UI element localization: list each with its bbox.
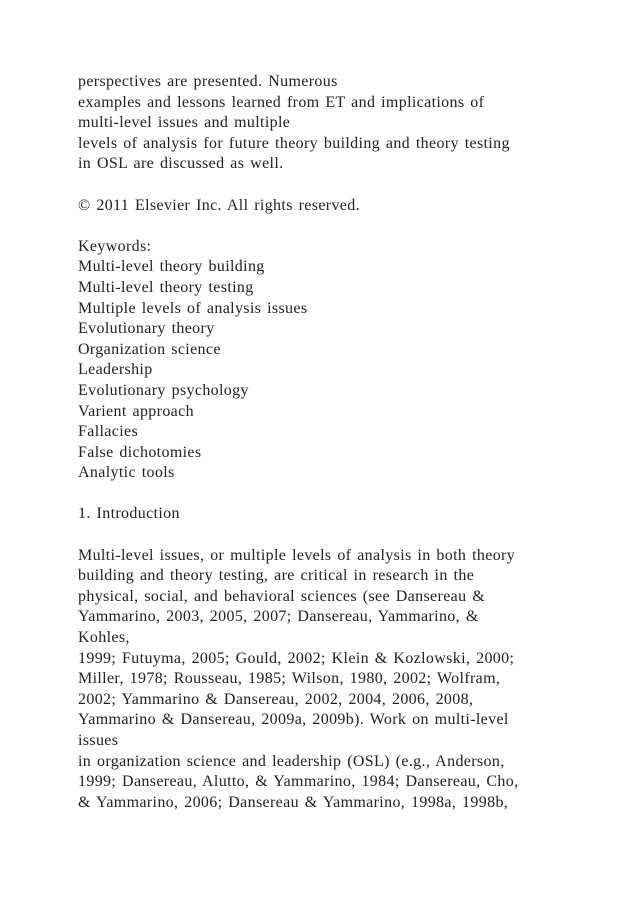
text-line: Kohles, bbox=[78, 629, 130, 647]
text-line: Miller, 1978; Rousseau, 1985; Wilson, 1980, 2002; Wolfram, bbox=[78, 670, 501, 688]
text-line: multi-level issues and multiple bbox=[78, 114, 291, 132]
keyword-item: Analytic tools bbox=[78, 464, 175, 482]
text-line: 1999; Futuyma, 2005; Gould, 2002; Klein & Kozlowski, 2000; bbox=[78, 649, 515, 667]
text-line: in organization science and leadership (OSL) (e.g., Anderson, bbox=[78, 752, 505, 770]
text-line: Multi-level issues, or multiple levels of analysis in both theory bbox=[78, 546, 516, 564]
keywords-heading: Keywords: bbox=[78, 237, 152, 255]
spacer bbox=[78, 216, 623, 237]
text-line: 1999; Dansereau, Alutto, & Yammarino, 1984; Dansereau, Cho, bbox=[78, 773, 519, 791]
text-line: & Yammarino, 2006; Dansereau & Yammarino, 1998a, 1998b, bbox=[78, 793, 509, 811]
keyword-item: False dichotomies bbox=[78, 443, 202, 461]
keywords-list bbox=[78, 257, 623, 484]
keyword-item: Fallacies bbox=[78, 423, 139, 441]
document-page bbox=[78, 72, 623, 813]
keyword-item: Organization science bbox=[78, 340, 221, 358]
text-line: examples and lessons learned from ET and implications of bbox=[78, 93, 485, 111]
text-line: perspectives are presented. Numerous bbox=[78, 73, 338, 90]
section-heading: 1. Introduction bbox=[78, 505, 180, 523]
text-line: 2002; Yammarino & Dansereau, 2002, 2004, 2006, 2008, bbox=[78, 690, 474, 708]
intro-paragraph bbox=[78, 546, 623, 814]
text-line: Yammarino, 2003, 2005, 2007; Dansereau, Yammarino, & bbox=[78, 608, 479, 626]
keyword-item: Varient approach bbox=[78, 402, 194, 420]
abstract-tail bbox=[78, 72, 623, 175]
text-line: in OSL are discussed as well. bbox=[78, 155, 284, 173]
spacer bbox=[78, 525, 623, 546]
keyword-item: Multi-level theory testing bbox=[78, 278, 254, 296]
text-line: Yammarino & Dansereau, 2009a, 2009b). Work on multi-level bbox=[78, 711, 509, 729]
text-line: physical, social, and behavioral sciences (see Dansereau & bbox=[78, 587, 486, 605]
text-line: issues bbox=[78, 732, 119, 749]
copyright-line: © 2011 Elsevier Inc. All rights reserved. bbox=[78, 196, 360, 214]
spacer bbox=[78, 484, 623, 505]
keyword-item: Leadership bbox=[78, 361, 153, 379]
keyword-item: Multiple levels of analysis issues bbox=[78, 299, 308, 317]
text-line: building and theory testing, are critical in research in the bbox=[78, 567, 475, 585]
spacer bbox=[78, 175, 623, 196]
keyword-item: Multi-level theory building bbox=[78, 258, 265, 276]
keyword-item: Evolutionary psychology bbox=[78, 381, 249, 399]
keyword-item: Evolutionary theory bbox=[78, 320, 215, 338]
text-line: levels of analysis for future theory building and theory testing bbox=[78, 134, 510, 152]
